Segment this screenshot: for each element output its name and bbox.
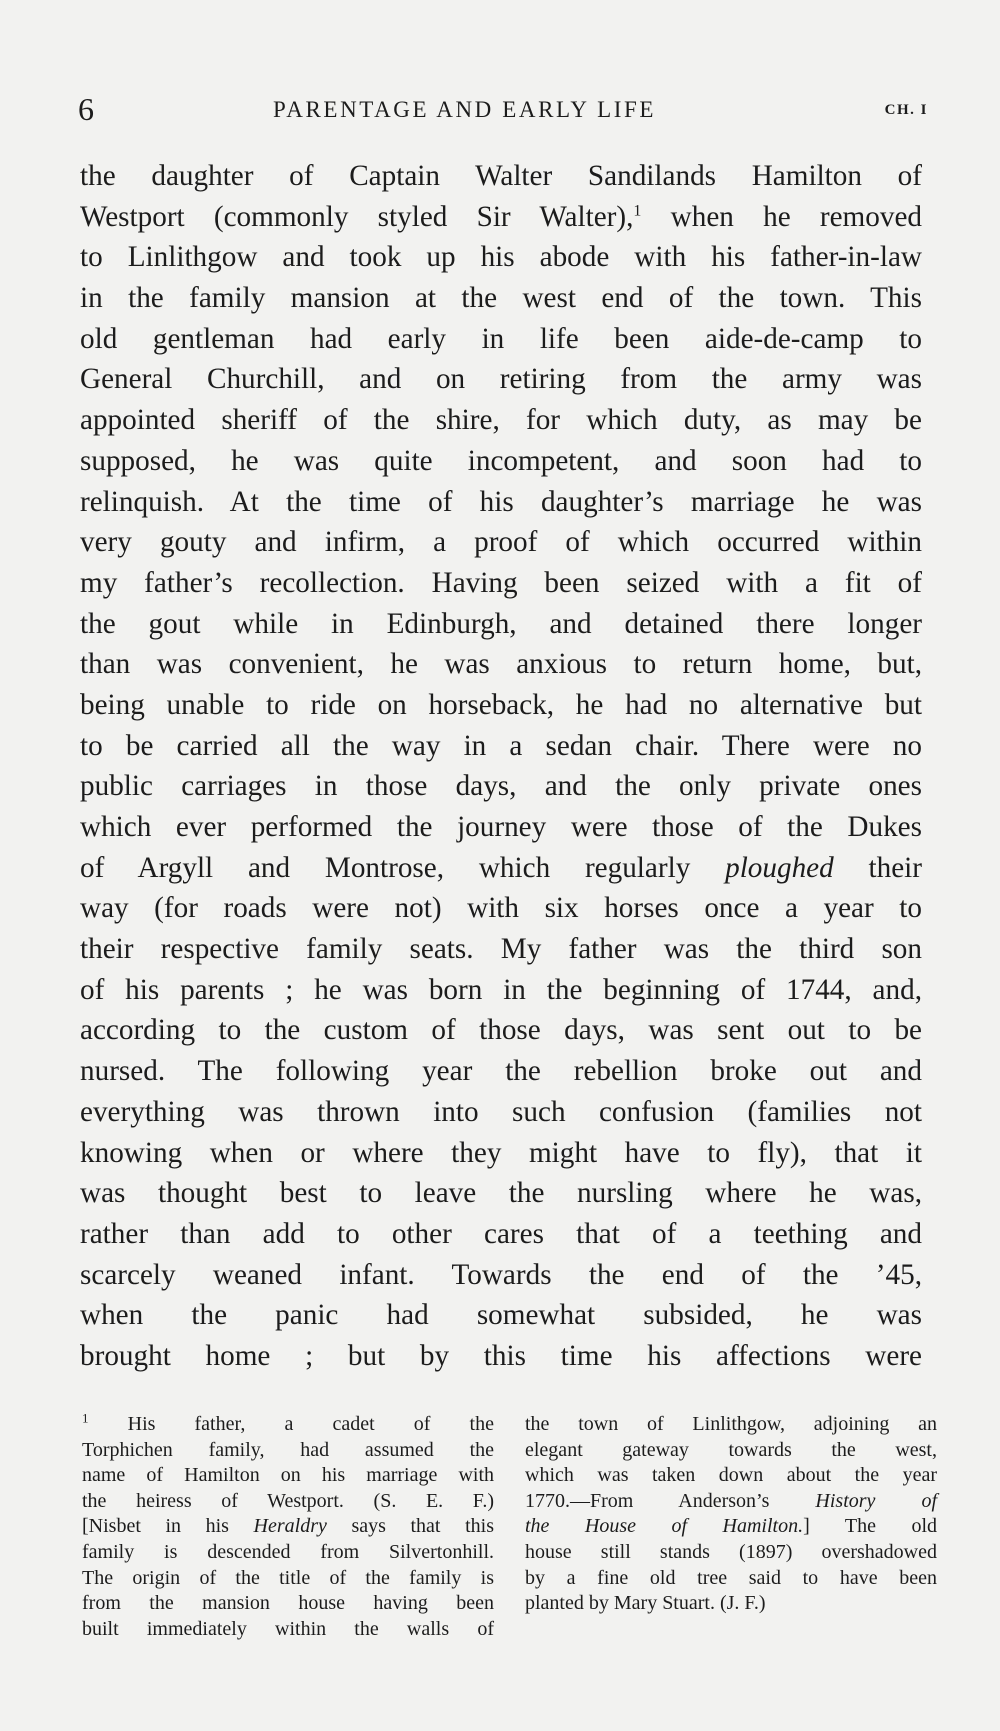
text-line: everything was thrown into such confusion (families not [80,1095,922,1128]
text-line: my father’s recollection. Having been seized with a fit of [80,566,922,599]
footnote-column-left [82,1412,494,1642]
footnote-column-right [525,1412,937,1617]
text-line: which ever performed the journey were those of the Dukes [80,811,922,843]
text-line: to be carried all the way in a sedan chair. There were no [80,729,922,762]
text-line: knowing when or where they might have to fly), that it [80,1136,922,1169]
text-line: way (for roads were not) with six horses once a year to [80,892,922,925]
text-line: the gout while in Edinburgh, and detained there longer [80,607,922,640]
text-line: old gentleman had early in life been aide-de-camp to [80,322,922,355]
text-line: when the panic had somewhat subsided, he was [80,1299,922,1332]
footnote-line: [Nisbet in his Heraldry says that this [82,1515,494,1538]
text-line: of his parents ; he was born in the beginning of 1744, and, [80,973,922,1006]
text-line: nursed. The following year the rebellion broke out and [80,1055,922,1088]
footnote-line: the House of Hamilton.] The old [525,1515,937,1538]
text-line: scarcely weaned infant. Towards the end of the ’45, [80,1258,922,1291]
text-line: appointed sheriff of the shire, for which duty, as may be [80,404,922,437]
footnotes [82,1412,937,1652]
running-head [78,92,928,126]
footnote-line: from the mansion house having been [82,1592,494,1615]
text-line: rather than add to other cares that of a teething and [80,1217,922,1250]
footnote-line: 1770.—From Anderson’s History of [525,1489,937,1512]
footnote-line: which was taken down about the year [525,1464,937,1487]
text-line: than was convenient, he was anxious to return home, but, [80,648,922,681]
running-title: PARENTAGE AND EARLY LIFE [273,97,657,122]
text-line: General Churchill, and on retiring from the army was [80,363,922,396]
text-line: Westport (commonly styled Sir Walter),$^1$ when he removed [80,200,922,233]
footnote-line: the heiress of Westport. (S. E. F.) [82,1489,494,1512]
chapter-marker: CH. I [884,102,928,118]
text-line: public carriages in those days, and the only private ones [80,770,922,803]
footnote-line: by a fine old tree said to have been [525,1566,937,1589]
text-line: of Argyll and Montrose, which regularly ploughed their [80,851,923,884]
footnote-line: name of Hamilton on his marriage with [82,1464,494,1487]
footnote-line: elegant gateway towards the west, [525,1438,937,1461]
text-line: being unable to ride on horseback, he had no alternative but [80,688,922,721]
text-line: to Linlithgow and took up his abode with his father-in-law [80,241,922,274]
footnote-line: Torphichen family, had assumed the [82,1438,494,1461]
text-line: very gouty and infirm, a proof of which occurred within [80,526,922,559]
text-line: in the family mansion at the west end of the town. This [80,282,922,315]
footnote-line: house still stands (1897) overshadowed [525,1540,937,1563]
text-line: brought home ; but by this time his affections were [80,1339,922,1372]
italic-emphasis: ploughed [725,851,834,884]
text-line: was thought best to leave the nursling where he was, [80,1177,922,1210]
footnote-line: planted by Mary Stuart. (J. F.) [525,1592,766,1615]
footnote-line: built immediately within the walls of [82,1617,494,1640]
footnote-line: family is descended from Silvertonhill. [82,1540,494,1563]
footnote-marker: 1 [82,1410,89,1426]
text-line: their respective family seats. My father was the third son [80,933,922,966]
body-text [80,156,922,1377]
text-line: according to the custom of those days, was sent out to be [80,1014,922,1047]
text-line: the daughter of Captain Walter Sandilands Hamilton of [80,160,922,192]
footnote-reference[interactable]: 1 [633,201,642,219]
footnote-line: The origin of the title of the family is [82,1566,494,1589]
footnote-line: the town of Linlithgow, adjoining an [525,1413,937,1435]
text-line: supposed, he was quite incompetent, and soon had to [80,444,922,477]
footnote-line: $^1$ His father, a cadet of the [82,1410,494,1435]
text-line: relinquish. At the time of his daughter’s marriage he was [80,485,922,518]
page-number: 6 [78,91,94,127]
